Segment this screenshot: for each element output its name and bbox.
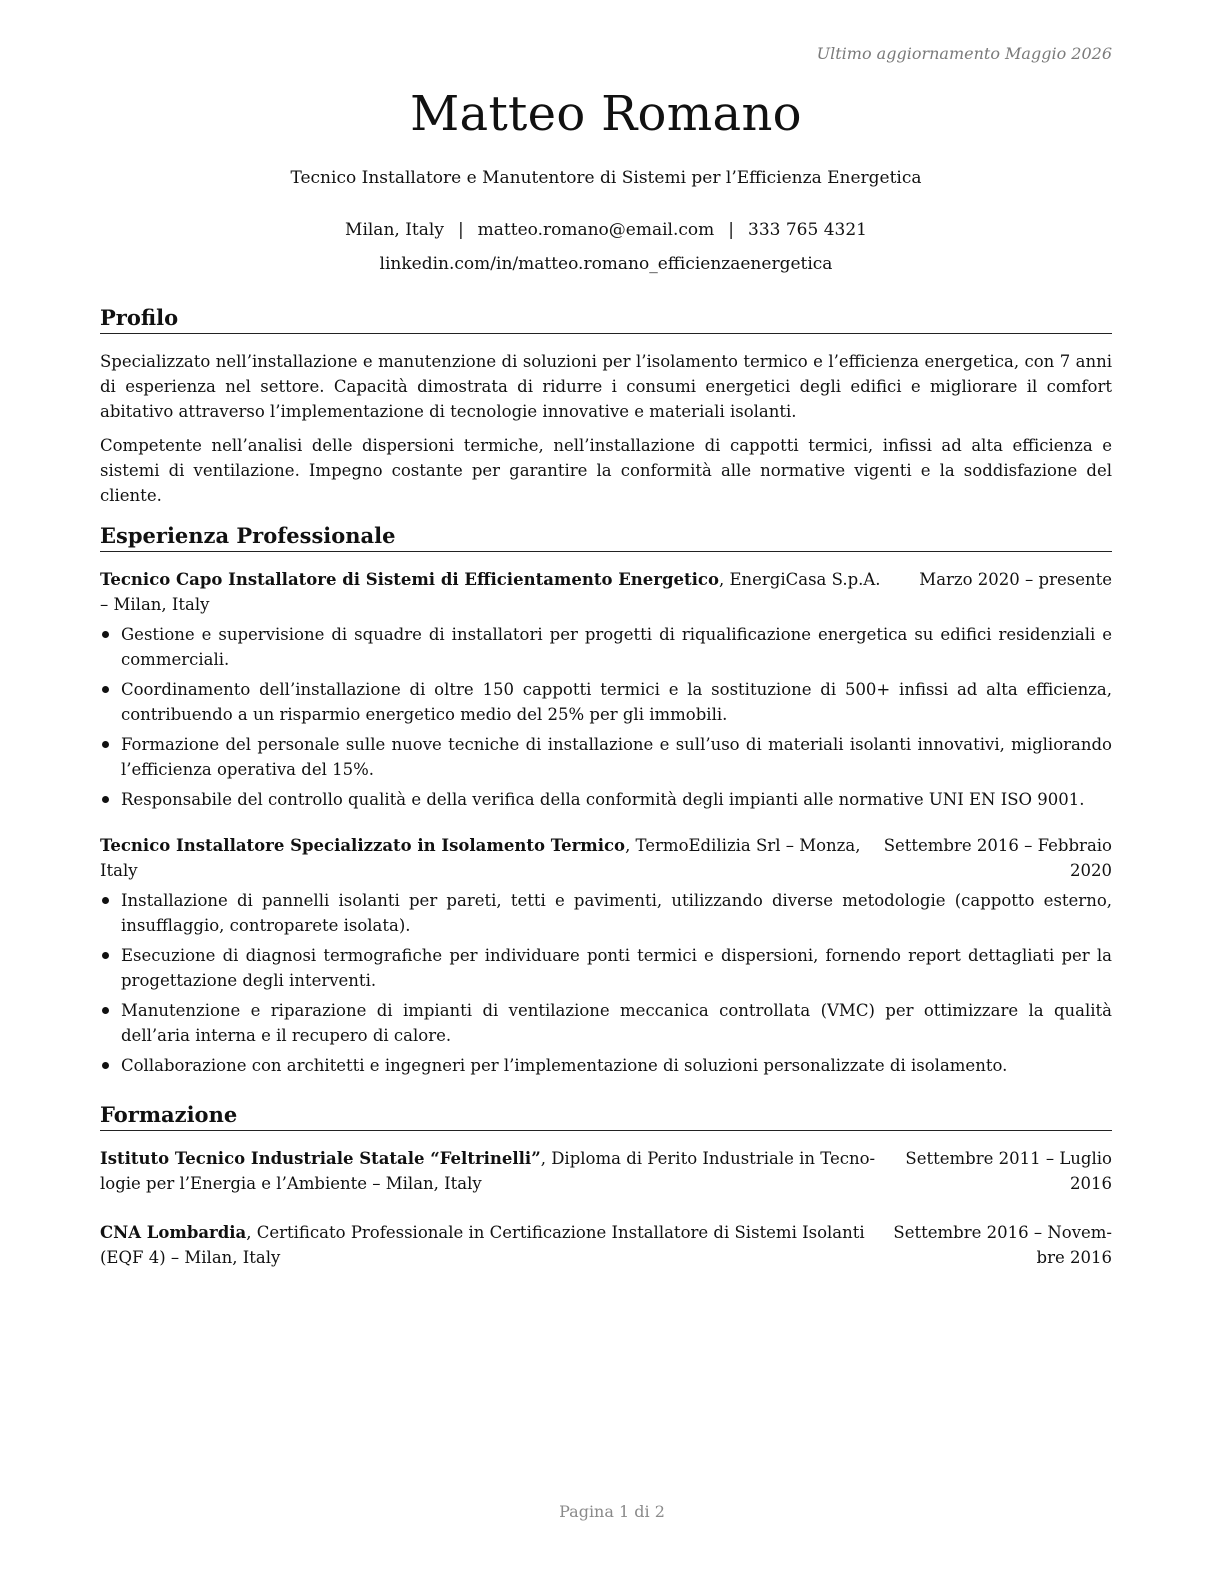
- job-location: Italy: [100, 861, 138, 880]
- education-date-line: 2016: [1070, 1174, 1112, 1193]
- section-title-experience: Esperienza Professionale: [100, 523, 1112, 552]
- list-item: Collaborazione con architetti e ingegneri per l’implementazione di soluzioni personalizzate di isolamento.: [100, 1053, 1112, 1078]
- list-item: Responsabile del controllo qualità e della verifica della conformità degli impianti alle normative UNI EN ISO 9001.: [100, 787, 1112, 812]
- job-date: [884, 833, 1112, 883]
- last-updated: Ultimo aggiornamento Maggio 2026: [816, 44, 1112, 63]
- profile-paragraph: Competente nell’analisi delle dispersioni termiche, nell’installazione di cappotti termici, infissi ad alta efficienza e sistemi di ventilazione. Impegno costante per garantire la conformità alle normative vigenti e la soddisfazione del cliente.: [100, 436, 1112, 505]
- bullet-icon: [102, 686, 109, 693]
- job-header: [100, 833, 1112, 883]
- job-entry: [100, 567, 1112, 812]
- education-date-line: Settembre 2016 – Novem-: [893, 1223, 1112, 1242]
- education-date-line: bre 2016: [1036, 1248, 1112, 1267]
- bullet-icon: [102, 1007, 109, 1014]
- job-header: [100, 567, 1112, 617]
- email-link[interactable]: matteo.romano@email.com: [477, 220, 715, 240]
- list-item: Installazione di pannelli isolanti per pareti, tetti e pavimenti, utilizzando diverse metodologie (cappotto esterno, insufflaggio, controparete isolata).: [100, 888, 1112, 938]
- headline: Tecnico Installatore e Manutentore di Sistemi per l’Efficienza Energetica: [290, 168, 922, 188]
- job-location: – Milan, Italy: [100, 595, 210, 614]
- phone: 333 765 4321: [748, 220, 867, 240]
- linkedin-link[interactable]: linkedin.com/in/matteo.romano_efficienzaenergetica: [379, 254, 833, 274]
- experience-section: [100, 523, 1112, 1083]
- institution: CNA Lombardia: [100, 1223, 247, 1242]
- education-entry: [100, 1220, 1112, 1270]
- job-bullets: [100, 888, 1112, 1078]
- job-role: Tecnico Installatore Specializzato in Isolamento Termico: [100, 836, 626, 855]
- section-title-education: Formazione: [100, 1102, 1112, 1131]
- candidate-name: Matteo Romano: [410, 86, 802, 142]
- job-date: Marzo 2020 – presente: [919, 567, 1112, 592]
- education-section: [100, 1102, 1112, 1270]
- education-entry: [100, 1146, 1112, 1196]
- job-bullets: [100, 622, 1112, 812]
- institution: Istituto Tecnico Industriale Statale “Feltrinelli”: [100, 1149, 541, 1168]
- list-item: Esecuzione di diagnosi termografiche per individuare ponti termici e dispersioni, fornendo report dettagliati per la progettazione degli interventi.: [100, 943, 1112, 993]
- job-date-line: 2020: [1070, 861, 1112, 880]
- bullet-icon: [102, 631, 109, 638]
- page-number: Pagina 1 di 2: [559, 1502, 665, 1521]
- contact-line: [100, 220, 1112, 240]
- job-date-line: Settembre 2016 – Febbraio: [883, 836, 1112, 855]
- list-item: Manutenzione e riparazione di impianti di ventilazione meccanica controllata (VMC) per ottimizzare la qualità dell’aria interna e il recupero di calore.: [100, 998, 1112, 1048]
- degree-continued: logie per l’Energia e l’Ambiente – Milan, Italy: [100, 1174, 482, 1193]
- profile-section: [100, 305, 1112, 508]
- degree: , Diploma di Perito Industriale in Tecno-: [540, 1149, 876, 1168]
- education-date: [901, 1146, 1112, 1196]
- job-company: , EnergiCasa S.p.A.: [718, 570, 881, 589]
- degree-continued: (EQF 4) – Milan, Italy: [100, 1248, 281, 1267]
- job-role: Tecnico Capo Installatore di Sistemi di Efficientamento Energetico: [100, 570, 719, 589]
- profile-paragraph: Specializzato nell’installazione e manutenzione di soluzioni per l’isolamento termico e l’efficienza energetica, con 7 anni di esperienza nel settore. Capacità dimostrata di ridurre i consumi energetici degli edifici e migliorare il comfort abitativo attraverso l’implementazione di tecnologie innovative e materiali isolanti.: [100, 352, 1112, 421]
- section-title-profile: Profilo: [100, 305, 1112, 334]
- bullet-icon: [102, 897, 109, 904]
- separator: |: [457, 220, 464, 240]
- bullet-icon: [102, 741, 109, 748]
- location: Milan, Italy: [345, 220, 444, 240]
- education-date: [889, 1220, 1112, 1270]
- job-company: , TermoEdilizia Srl – Monza,: [625, 836, 861, 855]
- list-item: Formazione del personale sulle nuove tecniche di installazione e sull’uso di materiali isolanti innovativi, migliorando l’efficienza operativa del 15%.: [100, 732, 1112, 782]
- bullet-icon: [102, 796, 109, 803]
- separator: |: [728, 220, 734, 240]
- degree: , Certificato Professionale in Certificazione Installatore di Sistemi Isolanti: [246, 1223, 865, 1242]
- job-entry: [100, 833, 1112, 1078]
- education-date-line: Settembre 2011 – Luglio: [905, 1149, 1112, 1168]
- bullet-icon: [102, 1062, 109, 1069]
- list-item: Gestione e supervisione di squadre di installatori per progetti di riqualificazione energetica su edifici residenziali e commerciali.: [100, 622, 1112, 672]
- bullet-icon: [102, 952, 109, 959]
- list-item: Coordinamento dell’installazione di oltre 150 cappotti termici e la sostituzione di 500+ infissi ad alta efficienza, contribuendo a un risparmio energetico medio del 25% per gli immobili.: [100, 677, 1112, 727]
